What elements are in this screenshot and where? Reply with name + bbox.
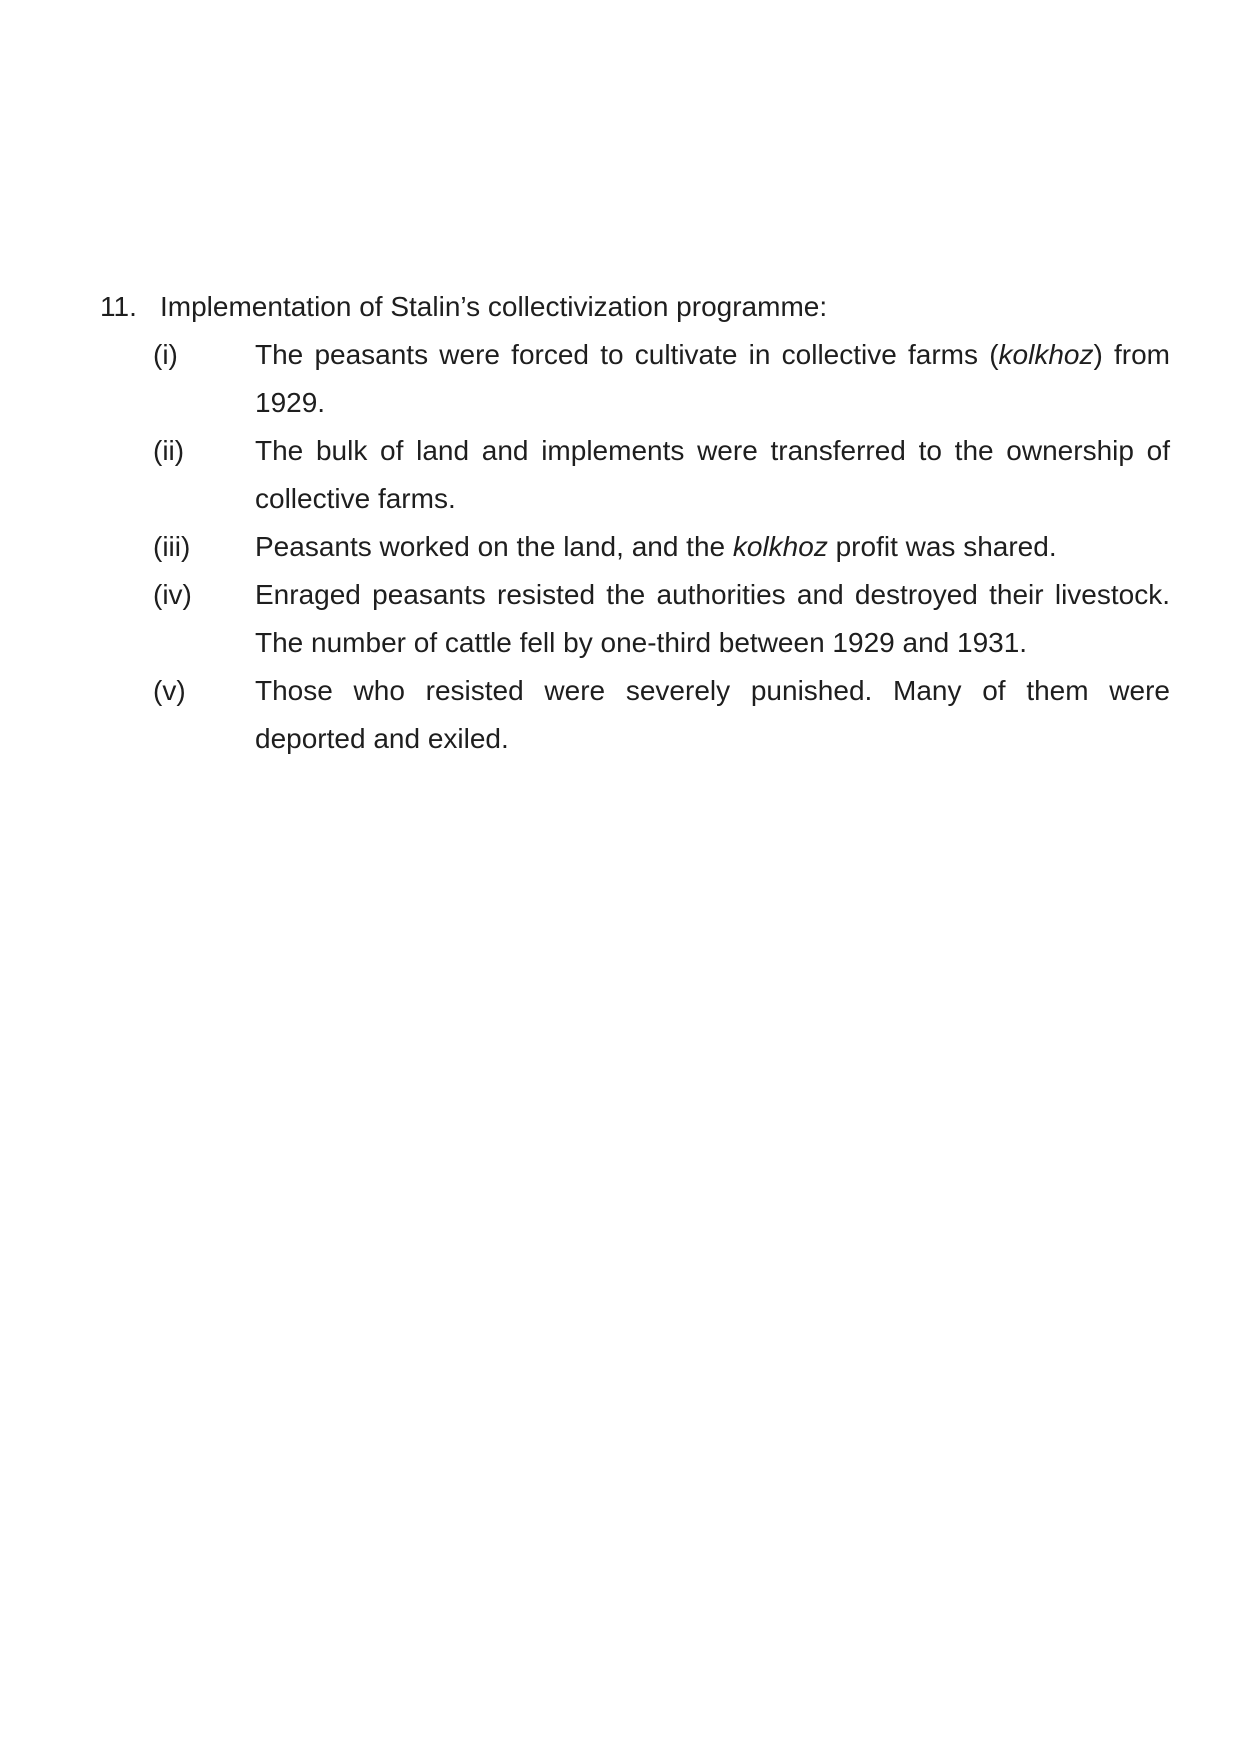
list-item <box>100 427 1180 523</box>
list-item-label: (v) <box>153 675 186 706</box>
list-item-text: Those who resisted were severely punished. Many of them were deported and exiled. <box>255 675 1170 754</box>
list-item <box>100 331 1180 427</box>
question-number: 11. <box>100 291 137 322</box>
list-item <box>100 571 1180 667</box>
question-11 <box>100 283 1180 763</box>
list-item-text: Peasants worked on the land, and the kolkhoz profit was shared. <box>255 531 1057 562</box>
list-item <box>100 523 1180 571</box>
list-item-label: (iv) <box>153 579 192 610</box>
question-title: Implementation of Stalin’s collectivization programme: <box>160 291 828 322</box>
list-item-text: Enraged peasants resisted the authorities and destroyed their livestock. The number of cattle fell by one-third between 1929 and 1931. <box>255 579 1170 658</box>
list-item-text: The peasants were forced to cultivate in collective farms (kolkhoz) from 1929. <box>255 339 1170 418</box>
answer-list <box>100 331 1180 763</box>
list-item-label: (i) <box>153 339 178 370</box>
list-item <box>100 667 1180 763</box>
list-item-label: (ii) <box>153 435 185 466</box>
list-item-text: The bulk of land and implements were transferred to the ownership of collective farms. <box>255 435 1170 514</box>
list-item-label: (iii) <box>153 531 191 562</box>
question-heading <box>100 283 1180 331</box>
